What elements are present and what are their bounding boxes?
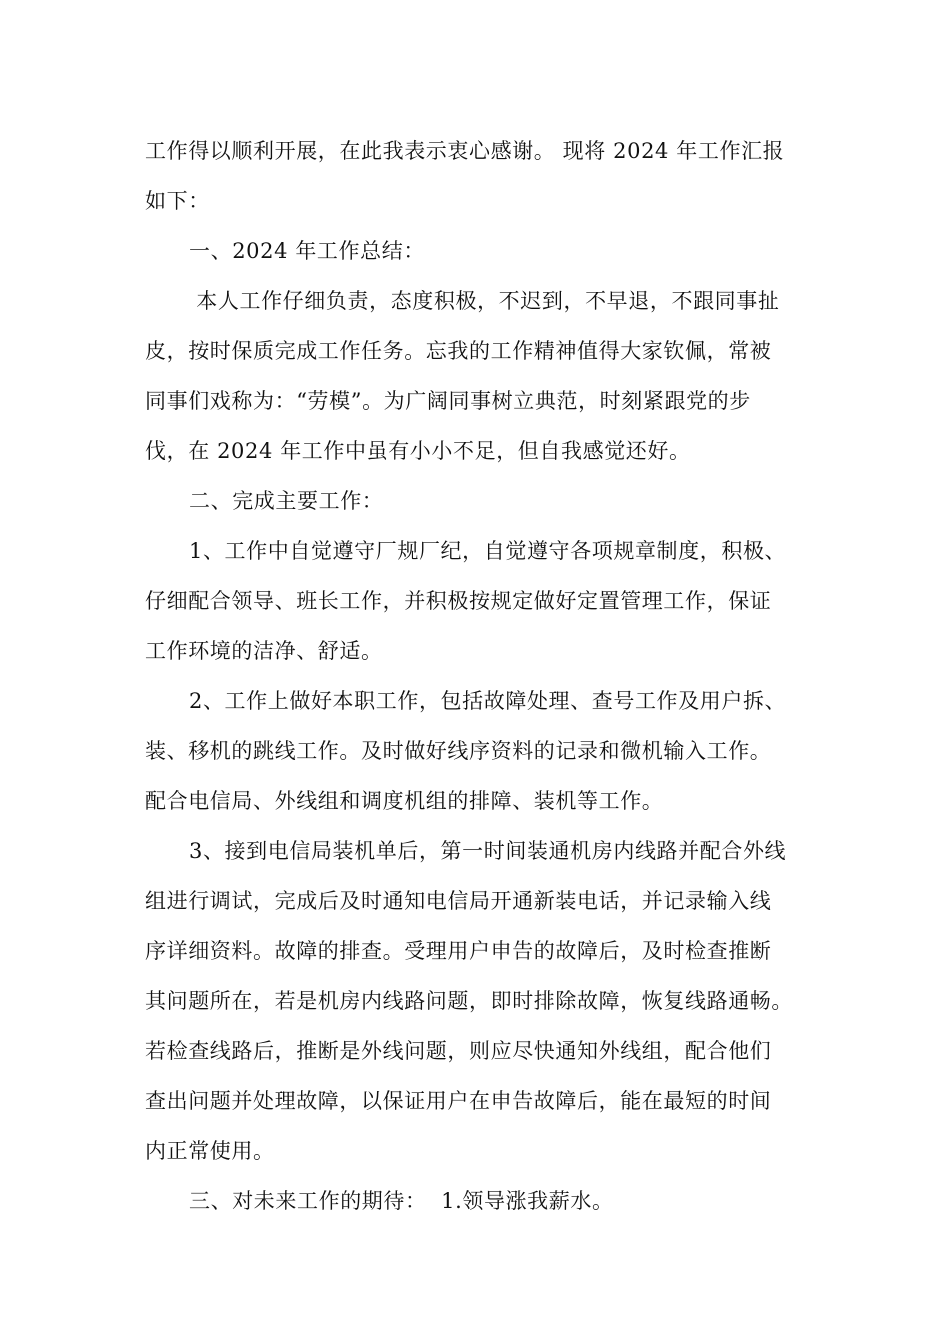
text-line: 仔细配合领导、班长工作，并积极按规定做好定置管理工作，保证 [145, 589, 772, 613]
text-line: 本人工作仔细负责，态度积极，不迟到，不早退，不跟同事扯 [189, 289, 780, 313]
text-line: 伐，在 2024 年工作中虽有小小不足，但自我感觉还好。 [145, 439, 691, 463]
text-line: 查出问题并处理故障，以保证用户在申告故障后，能在最短的时间 [145, 1089, 772, 1113]
text-line: 同事们戏称为：“劳模”。为广阔同事树立典范，时刻紧跟党的步 [145, 389, 751, 413]
text-line: 配合电信局、外线组和调度机组的排障、装机等工作。 [145, 789, 664, 813]
text-line: 如下： [145, 189, 210, 213]
text-line: 组进行调试，完成后及时通知电信局开通新装电话，并记录输入线 [145, 889, 772, 913]
text-line: 工作得以顺利开展，在此我表示衷心感谢。 现将 2024 年工作汇报 [145, 139, 785, 163]
text-line: 2、工作上做好本职工作，包括故障处理、查号工作及用户拆、 [189, 689, 787, 713]
text-line: 内正常使用。 [145, 1139, 275, 1163]
text-line: 皮，按时保质完成工作任务。忘我的工作精神值得大家钦佩，常被 [145, 339, 772, 363]
text-line: 工作环境的洁净、舒适。 [145, 639, 383, 663]
text-line: 装、移机的跳线工作。及时做好线序资料的记录和微机输入工作。 [145, 739, 772, 763]
text-line: 3、接到电信局装机单后，第一时间装通机房内线路并配合外线 [189, 839, 787, 863]
section-heading: 三、对未来工作的期待： 1.领导涨我薪水。 [189, 1189, 614, 1213]
text-line: 序详细资料。故障的排查。受理用户申告的故障后，及时检查推断 [145, 939, 772, 963]
section-heading: 一、2024 年工作总结： [189, 239, 425, 263]
text-line: 若检查线路后，推断是外线问题，则应尽快通知外线组，配合他们 [145, 1039, 772, 1063]
section-heading: 二、完成主要工作： [189, 489, 384, 513]
text-line: 1、工作中自觉遵守厂规厂纪，自觉遵守各项规章制度，积极、 [189, 539, 787, 563]
text-line: 其问题所在，若是机房内线路问题，即时排除故障，恢复线路通畅。 [145, 989, 793, 1013]
